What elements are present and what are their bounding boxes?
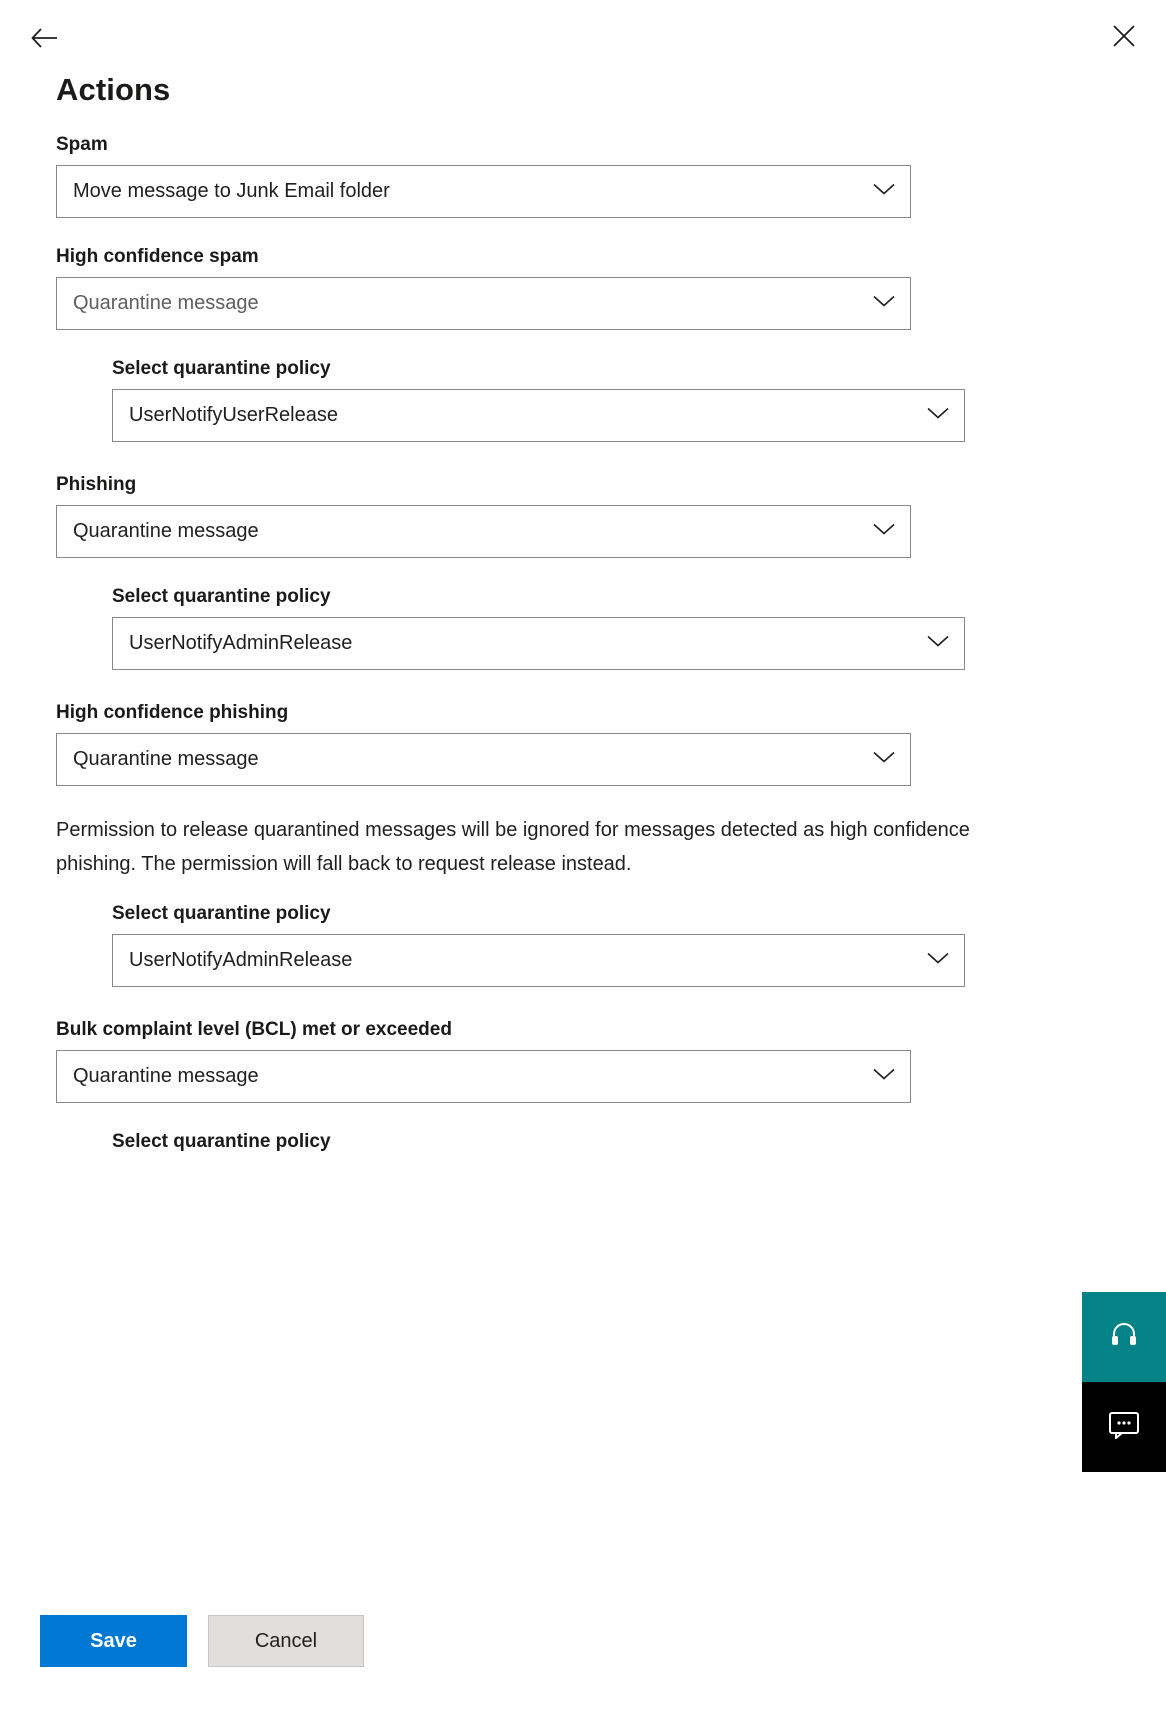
- field-bulk-complaint-level: [56, 1019, 1110, 1103]
- quarantine-policy-hcs-value: UserNotifyUserRelease: [129, 404, 338, 426]
- field-label-quarantine-policy-bcl: Select quarantine policy: [112, 1131, 331, 1153]
- field-label-high-confidence-spam: High confidence spam: [56, 246, 259, 267]
- field-label-quarantine-policy-hcp: Select quarantine policy: [112, 903, 331, 925]
- phishing-action-select[interactable]: [56, 505, 911, 558]
- headset-icon: [1109, 1320, 1139, 1355]
- field-high-confidence-phishing: [56, 702, 1110, 786]
- phishing-action-value: Quarantine message: [73, 520, 259, 542]
- field-phishing: [56, 474, 1110, 558]
- high-confidence-phishing-action-value: Quarantine message: [73, 748, 259, 770]
- field-label-phishing: Phishing: [56, 474, 137, 495]
- cancel-button[interactable]: Cancel: [208, 1615, 364, 1667]
- chevron-down-icon: [926, 406, 950, 425]
- high-confidence-spam-action-value: Quarantine message: [73, 292, 259, 314]
- chevron-down-icon: [872, 522, 896, 541]
- quarantine-policy-phishing-select[interactable]: [112, 617, 965, 670]
- field-label-spam: Spam: [56, 134, 108, 155]
- field-label-quarantine-policy-hcs: Select quarantine policy: [112, 358, 331, 379]
- actions-panel-body: [0, 72, 1166, 1582]
- field-quarantine-policy-high-confidence-spam: [112, 358, 1110, 442]
- chevron-down-icon: [926, 634, 950, 653]
- spam-action-value: Move message to Junk Email folder: [73, 180, 390, 202]
- back-button[interactable]: [22, 16, 66, 60]
- high-confidence-phishing-action-select[interactable]: [56, 733, 911, 786]
- field-quarantine-policy-phishing: [112, 586, 1110, 670]
- dialog-footer: [0, 1582, 1166, 1710]
- arrow-left-icon: [28, 22, 60, 54]
- high-confidence-spam-action-select[interactable]: [56, 277, 911, 330]
- field-spam: [56, 134, 1110, 218]
- field-high-confidence-spam: [56, 246, 1110, 330]
- floating-widgets: [1082, 1292, 1166, 1472]
- chevron-down-icon: [872, 1067, 896, 1086]
- dialog-header: [0, 0, 1166, 72]
- support-button[interactable]: [1082, 1292, 1166, 1382]
- chevron-down-icon: [872, 750, 896, 769]
- chevron-down-icon: [926, 951, 950, 970]
- field-quarantine-policy-high-confidence-phishing: [112, 903, 1110, 987]
- field-label-high-confidence-phishing: High confidence phishing: [56, 702, 289, 723]
- quarantine-policy-hcp-value: UserNotifyAdminRelease: [129, 949, 353, 972]
- feedback-button[interactable]: [1082, 1382, 1166, 1472]
- page-title: Actions: [56, 72, 171, 107]
- quarantine-policy-hcs-select[interactable]: [112, 389, 965, 442]
- feedback-chat-icon: [1108, 1411, 1140, 1444]
- quarantine-policy-phishing-value: UserNotifyAdminRelease: [129, 632, 353, 654]
- chevron-down-icon: [872, 294, 896, 313]
- bulk-complaint-level-action-value: Quarantine message: [73, 1065, 259, 1088]
- high-confidence-phishing-notice: Permission to release quarantined messages will be ignored for messages detected as high confidence phishing. The permission will fall back to request release instead.: [56, 819, 970, 875]
- save-button[interactable]: Save: [40, 1615, 187, 1667]
- field-label-bulk-complaint-level: Bulk complaint level (BCL) met or exceeded: [56, 1019, 452, 1041]
- spam-action-select[interactable]: [56, 165, 911, 218]
- chevron-down-icon: [872, 182, 896, 201]
- quarantine-policy-hcp-select[interactable]: [112, 934, 965, 987]
- field-label-quarantine-policy-phishing: Select quarantine policy: [112, 586, 331, 607]
- close-icon: [1111, 23, 1137, 49]
- close-button[interactable]: [1102, 14, 1146, 58]
- bulk-complaint-level-action-select[interactable]: [56, 1050, 911, 1103]
